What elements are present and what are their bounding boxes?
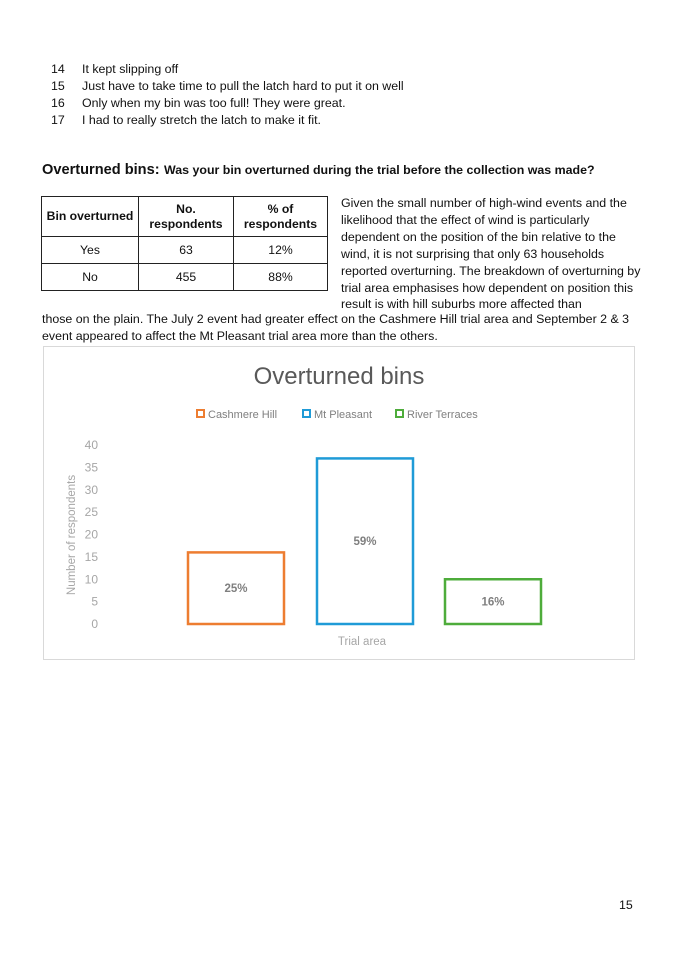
y-tick-label: 35 xyxy=(84,460,98,475)
comment-list xyxy=(51,61,404,129)
overturned-table xyxy=(41,196,328,291)
list-item xyxy=(51,61,404,78)
list-item-text: I had to really stretch the latch to make it fit. xyxy=(82,113,321,127)
legend-swatch-1 xyxy=(197,410,204,417)
table-cell: 63 xyxy=(139,237,234,264)
y-axis-label: Number of respondents xyxy=(66,474,78,596)
paragraph-continued: those on the plain. The July 2 event had greater effect on the Cashmere Hill trial area and September 2 & 3 event appeared to affect the Mt Pleasant trial area more than the others. xyxy=(42,312,630,343)
y-tick-label: 40 xyxy=(84,438,98,452)
legend-swatch-2 xyxy=(303,410,310,417)
bar-data-label-2: 59% xyxy=(353,536,377,549)
y-tick-label: 0 xyxy=(91,617,98,631)
list-item-text: It kept slipping off xyxy=(82,62,179,76)
page-number: 15 xyxy=(619,898,633,912)
y-tick-label: 20 xyxy=(84,527,98,542)
legend-label-2: Mt Pleasant xyxy=(314,409,373,421)
bar-data-label-3: 16% xyxy=(481,596,505,609)
table-header: % of respondents xyxy=(234,197,328,237)
list-item-text: Just have to take time to pull the latch hard to put it on well xyxy=(82,79,404,93)
legend-swatch-3 xyxy=(396,410,403,417)
y-tick-label: 5 xyxy=(91,594,98,609)
y-tick-label: 15 xyxy=(84,549,98,564)
table-header-row xyxy=(42,197,328,237)
list-item-text: Only when my bin was too full! They were great. xyxy=(82,96,346,110)
x-axis-label: Trial area xyxy=(337,636,387,648)
legend-label-3: River Terraces xyxy=(407,409,478,421)
table-row xyxy=(42,237,328,264)
section-question: Was your bin overturned during the trial before the collection was made? xyxy=(164,163,595,177)
bar-data-label-1: 25% xyxy=(224,583,248,596)
section-heading xyxy=(42,161,595,179)
y-tick-label: 25 xyxy=(84,505,98,520)
section-title: Overturned bins: xyxy=(42,162,160,178)
table-cell: 88% xyxy=(234,264,328,291)
table-row xyxy=(42,264,328,291)
table-cell: Yes xyxy=(42,237,139,264)
chart-title: Overturned bins xyxy=(253,363,425,390)
list-item xyxy=(51,78,404,95)
list-item-number: 15 xyxy=(51,79,65,93)
y-tick-label: 30 xyxy=(84,482,98,497)
chart-container xyxy=(43,346,635,660)
table-header: No. respondents xyxy=(139,197,234,237)
paragraph-side: Given the small number of high-wind events and the likelihood that the effect of wind is particularly dependent on the position of the bin relative to the wind, it is not surprising that only 63 households reported overturning. The breakdown of overturning by trial area emphasises how dependent on position this result is with hill suburbs more affected than xyxy=(341,196,641,312)
table-cell: No xyxy=(42,264,139,291)
legend-label-1: Cashmere Hill xyxy=(208,409,278,421)
table-cell: 455 xyxy=(139,264,234,291)
overturned-chart xyxy=(44,347,634,659)
list-item xyxy=(51,95,404,112)
list-item-number: 16 xyxy=(51,96,65,110)
list-item-number: 17 xyxy=(51,113,65,127)
y-tick-label: 10 xyxy=(84,572,98,587)
list-item xyxy=(51,112,404,129)
list-item-number: 14 xyxy=(51,62,65,76)
table-cell: 12% xyxy=(234,237,328,264)
table-header: Bin overturned xyxy=(42,197,139,237)
